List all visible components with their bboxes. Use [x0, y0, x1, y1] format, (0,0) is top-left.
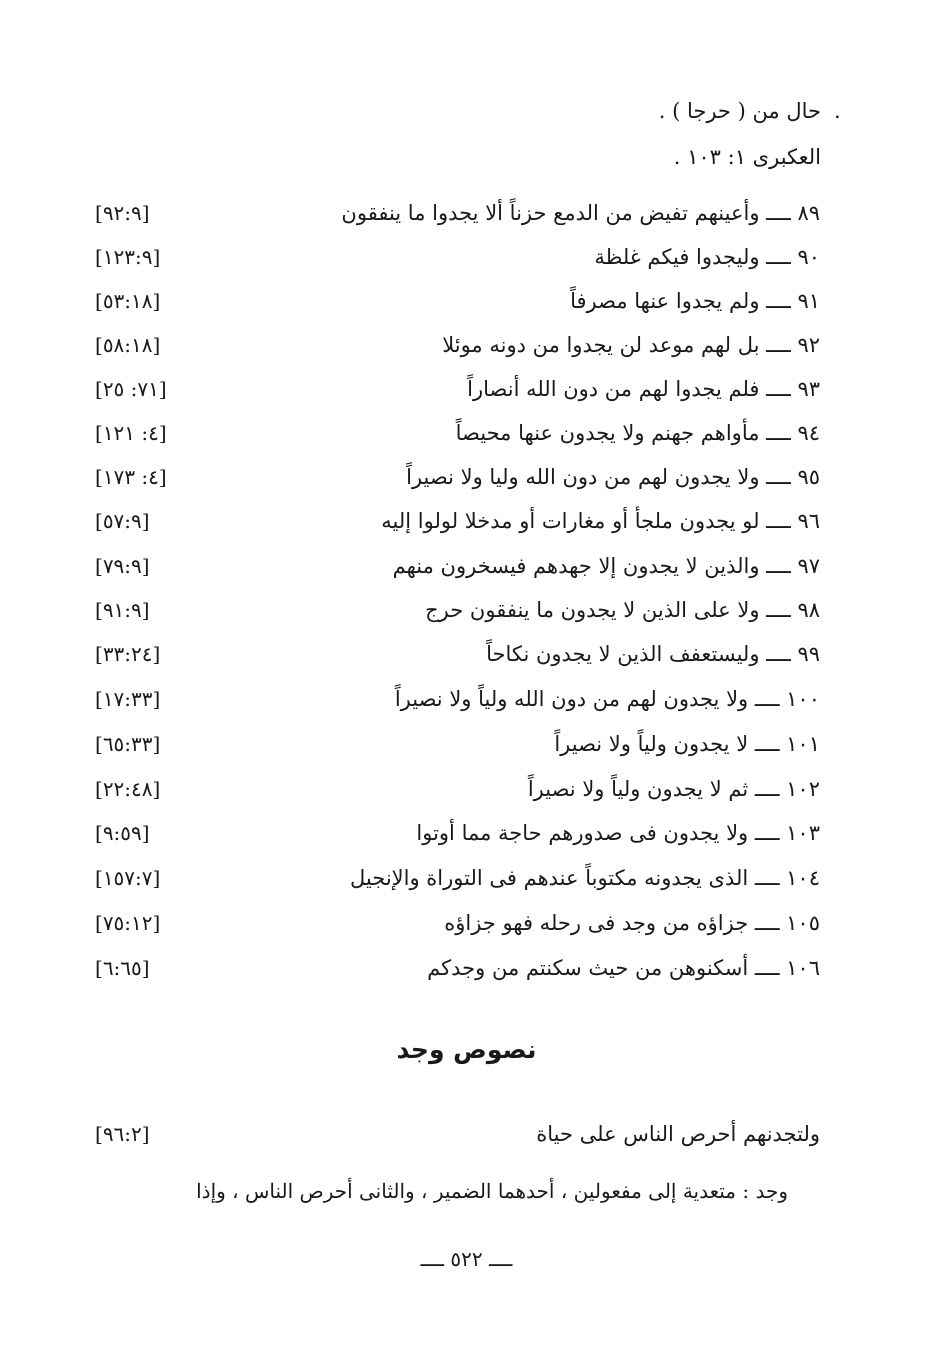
verse-row [95, 817, 820, 849]
verse-text: ١٠٣ ــــ ولا يجدون فى صدورهم حاجة مما أوتوا [416, 821, 820, 845]
verse-text: ٩٠ ــــ وليجدوا فيكم غلظة [594, 245, 820, 269]
verse-reference: [٥٣:١٨] [95, 289, 161, 313]
verse-row [95, 683, 820, 715]
verse-row [95, 197, 820, 229]
verse-row [95, 505, 820, 537]
verse-row [95, 907, 820, 939]
verse-text: ٨٩ ــــ وأعينهم تفيض من الدمع حزناً ألا يجدوا ما ينفقون [341, 201, 820, 225]
verse-reference: [٩١:٩] [95, 598, 150, 622]
verse-row [95, 728, 820, 760]
section-verse-row [95, 1118, 820, 1150]
verse-row [95, 773, 820, 805]
verse-reference: [٥٧:٩] [95, 509, 150, 533]
verse-reference: [٧١: ٢٥] [95, 377, 167, 401]
intro-line-1: حال من ( حرجا ) . [658, 99, 821, 123]
verse-row [95, 241, 820, 273]
verse-reference: [٥٨:١٨] [95, 333, 161, 357]
verse-text: ولتجدنهم أحرص الناس على حياة [536, 1122, 820, 1146]
verse-reference: [٤: ١٧٣] [95, 465, 167, 489]
verse-text: ٩٨ ــــ ولا على الذين لا يجدون ما ينفقون حرج [425, 598, 820, 622]
verse-reference: [٧٥:١٢] [95, 911, 161, 935]
verse-row [95, 417, 820, 449]
verse-text: ٩٤ ــــ مأواهم جهنم ولا يجدون عنها محيصاً [455, 421, 820, 445]
verse-row [95, 594, 820, 626]
verse-text: ٩١ ــــ ولم يجدوا عنها مصرفاً [570, 289, 820, 313]
margin-dot: . [834, 99, 841, 123]
verse-text: ٩٩ ــــ وليستعفف الذين لا يجدون نكاحاً [486, 642, 820, 666]
verse-reference: [١٢٣:٩] [95, 245, 161, 269]
verse-reference: [٩٦:٢] [95, 1122, 150, 1146]
verse-text: ٩٣ ــــ فلم يجدوا لهم من دون الله أنصاراً [467, 377, 820, 401]
section-title: نصوص وجد [396, 1035, 537, 1064]
page-number: ــــ ٥٢٢ ــــ [420, 1247, 513, 1271]
verse-row [95, 329, 820, 361]
verse-row [95, 952, 820, 984]
verse-row [95, 550, 820, 582]
verse-text: ٩٥ ــــ ولا يجدون لهم من دون الله وليا ولا نصيراً [406, 465, 820, 489]
verse-reference: [٤: ١٢١] [95, 421, 167, 445]
verse-reference: [٩:٥٩] [95, 821, 150, 845]
verse-row [95, 638, 820, 670]
verse-row [95, 373, 820, 405]
verse-text: ٩٦ ــــ لو يجدون ملجأ أو مغارات أو مدخلا لولوا إليه [381, 509, 820, 533]
verse-text: ١٠٥ ــــ جزاؤه من وجد فى رحله فهو جزاؤه [444, 911, 820, 935]
verse-reference: [٧٩:٩] [95, 554, 150, 578]
verse-reference: [٦٥:٣٣] [95, 732, 161, 756]
verse-text: ١٠٢ ــــ ثم لا يجدون ولياً ولا نصيراً [527, 777, 820, 801]
verse-row [95, 862, 820, 894]
verse-reference: [١٧:٣٣] [95, 687, 161, 711]
verse-text: ٩٢ ــــ بل لهم موعد لن يجدوا من دونه موئلا [442, 333, 820, 357]
verse-reference: [٣٣:٢٤] [95, 642, 161, 666]
intro-line-2: العكبرى ١: ١٠٣ . [673, 145, 821, 169]
verse-text: ٩٧ ــــ والذين لا يجدون إلا جهدهم فيسخرون منهم [392, 554, 820, 578]
grammar-note: وجد : متعدية إلى مفعولين ، أحدهما الضمير ، والثانى أحرص الناس ، وإذا [196, 1179, 788, 1203]
verse-reference: [٢٢:٤٨] [95, 777, 161, 801]
verse-text: ١٠٤ ــــ الذى يجدونه مكتوباً عندهم فى التوراة والإنجيل [350, 866, 820, 890]
verse-row [95, 461, 820, 493]
verse-row [95, 285, 820, 317]
verse-reference: [٩٢:٩] [95, 201, 150, 225]
verse-reference: [١٥٧:٧] [95, 866, 161, 890]
verse-reference: [٦:٦٥] [95, 956, 150, 980]
verse-text: ١٠٠ ــــ ولا يجدون لهم من دون الله ولياً ولا نصيراً [394, 687, 820, 711]
verse-text: ١٠١ ــــ لا يجدون ولياً ولا نصيراً [554, 732, 820, 756]
verse-text: ١٠٦ ــــ أسكنوهن من حيث سكنتم من وجدكم [427, 956, 820, 980]
